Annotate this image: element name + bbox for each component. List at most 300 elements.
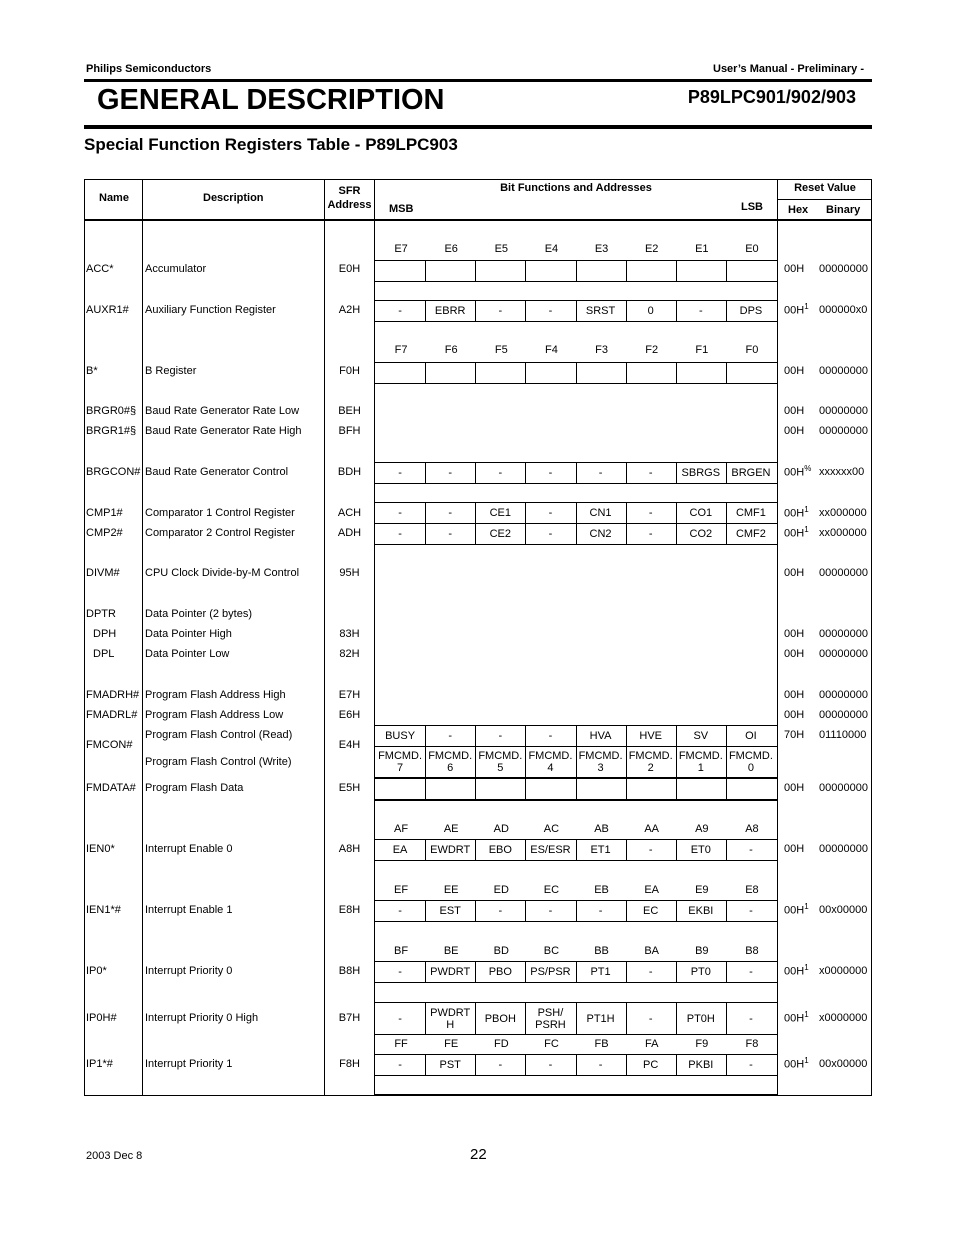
register-name: DIVM# [86,567,120,579]
fmdata-blank-row [375,799,777,801]
bit-cell [425,261,475,281]
bit-address: F0 [745,344,759,356]
bit-address: ED [493,884,509,896]
auxr1-bits [375,300,777,322]
reset-hex: $00H^1$ [784,1010,809,1025]
bit-cell [525,261,575,281]
reset-binary: 01110000 [819,729,867,741]
register-description: Interrupt Enable 1 [145,904,233,916]
footnote-marker: 1 [804,902,809,911]
sfr-address: 82H [339,648,360,660]
bit-address: F3 [595,344,608,356]
register-name: FMCON# [86,739,133,751]
bit-cell: - [648,1012,653,1025]
ien0-bits [375,839,777,861]
ip0-blank-row [375,982,777,1003]
bit-cell: - [398,1059,402,1071]
bit-address: BE [443,945,459,957]
bit-cell [726,779,776,799]
reset-hex: $00H^1$ [784,1056,809,1071]
bit-address: BD [493,945,509,957]
bit-cell [576,363,626,383]
bit-cell: CMF2 [735,528,766,540]
bit-cell: - [548,305,553,317]
register-name: IP1*# [86,1058,113,1070]
reset-hex: 00H [784,425,805,437]
reset-binary: 00000000 [819,689,868,701]
register-name: DPTR [86,608,116,620]
bit-cell: SRST [585,305,616,317]
bit-address: AF [394,823,409,835]
bit-cell: - [448,528,453,540]
reset-hex: 00H [784,628,805,640]
bit-cell: FMCMD. 7 [378,750,423,774]
bit-cell: - [548,528,553,540]
bit-cell: FMCMD. 5 [478,750,523,774]
sfr-address: BDH [337,466,362,478]
bit-cell: FMCMD. 4 [528,750,573,774]
bit-cell: PST [439,1059,461,1071]
register-description: Comparator 1 Control Register [145,507,295,519]
fmcon-read-bits [375,725,777,747]
bit-address: FB [594,1038,609,1050]
sfr-table [84,179,872,1096]
register-name: FMADRH# [86,689,140,701]
bit-cell: - [398,507,402,519]
bit-cell: - [498,730,503,742]
bit-cell: CO2 [689,528,713,540]
bit-cell [475,779,525,799]
bit-cell: - [548,467,553,479]
bit-address: EA [644,884,660,896]
sfr-address: 83H [339,628,360,640]
sfr-address: B8H [338,965,361,977]
reset-binary: 00000000 [819,263,868,275]
bit-cell: - [498,905,503,917]
bit-cell [726,261,776,281]
bit-cell: EC [643,905,659,917]
bit-address: BC [543,945,560,957]
register-description: CPU Clock Divide-by-M Control [145,567,300,579]
title-rule [84,125,872,129]
register-description: Program Flash Address Low [145,709,284,721]
section-title: GENERAL DESCRIPTION [97,84,445,116]
register-name: FMADRL# [86,709,138,721]
bit-cell: - [648,507,653,519]
bit-address: FE [444,1038,459,1050]
bit-cell: - [648,966,653,978]
register-name: AUXR1# [86,304,129,316]
reset-binary: 00000000 [819,709,868,721]
bit-cell: EBO [488,844,512,856]
bit-cell [375,261,425,281]
bit-cell: - [749,905,753,917]
reset-binary: 00000000 [819,782,868,794]
reset-hex: 00H [784,567,805,579]
ien1-bits [375,900,777,922]
bit-cell: - [448,467,453,479]
document-type: User’s Manual - Preliminary - [713,63,864,75]
bit-cell: - [548,730,553,742]
bit-cell: PT0 [690,966,711,978]
bit-cell: PT1H [586,1012,615,1025]
bit-cell: - [548,1059,553,1071]
bit-address: E8 [745,884,759,896]
sfr-address: E7H [338,689,361,701]
sfr-address: E6H [338,709,361,721]
bit-cell: CN1 [589,507,612,519]
register-description: Data Pointer Low [145,648,230,660]
bit-cell: ET1 [590,844,611,856]
bit-address: E6 [444,243,458,255]
ip0-bits [375,961,777,983]
bit-address: AC [543,823,560,835]
sfr-address: BFH [338,425,361,437]
sfr-address: 95H [339,567,360,579]
bit-cell: EBRR [434,305,466,317]
bit-address: F6 [444,344,458,356]
bit-address: E1 [695,243,709,255]
bit-cell: - [498,305,503,317]
bit-cell: EST [439,905,461,917]
bit-cell [475,363,525,383]
reset-binary: xxxxxx00 [819,466,865,478]
ip1-bits [375,1054,777,1076]
bit-cell: FMCMD. 6 [428,750,473,774]
sfr-address: F0H [339,365,360,377]
bit-address: BA [644,945,660,957]
bit-address: B9 [695,945,709,957]
register-name: DPH [93,628,117,640]
bit-cell [375,363,425,383]
register-name: ACC* [86,263,114,275]
bit-cell: BUSY [385,730,416,742]
reset-binary: 00000000 [819,365,868,377]
col-hex-header: Hex [788,204,809,216]
reset-hex: $00H^1$ [784,302,809,317]
bit-cell: CN2 [589,528,612,540]
col-divider [142,180,143,1095]
bit-cell: - [648,528,653,540]
lsb-label: LSB [741,201,763,213]
col-name-header: Name [99,192,129,204]
bit-cell: - [448,507,453,519]
register-name: CMP2# [86,527,123,539]
bit-address: F8 [745,1038,759,1050]
bit-address: F7 [394,344,408,356]
bit-cell: PC [643,1059,659,1071]
register-description: Interrupt Priority 1 [145,1058,233,1070]
register-description: Program Flash Data [145,782,244,794]
bit-address: F2 [645,344,659,356]
bit-cell: EKBI [688,905,714,917]
register-description: Baud Rate Generator Control [145,466,289,478]
acc-bits [375,260,777,282]
bit-address: AA [644,823,660,835]
bit-cell: PS/PSR [530,966,571,978]
col-sfr-header-2: Address [327,199,372,211]
register-description: Baud Rate Generator Rate Low [145,405,300,417]
bit-cell: CE1 [489,507,512,519]
reset-binary: 00x00000 [819,1058,868,1070]
reset-binary: 00000000 [819,567,868,579]
bit-address: E9 [695,884,709,896]
bit-address: B8 [745,945,759,957]
bit-address: E5 [494,243,509,255]
reset-binary: x0000000 [819,1012,868,1024]
bit-cell: - [698,305,703,317]
bit-cell: - [598,905,603,917]
register-description: Data Pointer (2 bytes) [145,608,252,620]
register-description: Interrupt Priority 0 High [145,1012,259,1024]
bit-address: AB [594,823,609,835]
reset-binary: 00000000 [819,628,868,640]
reset-binary: 00000000 [819,425,868,437]
footnote-marker: 1 [804,302,809,311]
bit-cell: EA [392,844,408,856]
register-description: B Register [145,365,197,377]
reset-binary: xx000000 [819,507,867,519]
bit-address: EE [443,884,459,896]
reset-hex: $00H^1$ [784,525,809,540]
bit-cell: - [498,467,503,479]
bit-cell: - [398,966,402,978]
bit-cell [626,261,676,281]
sfr-address: E8H [338,904,361,916]
bit-cell [726,363,776,383]
bit-cell: - [648,844,653,856]
footnote-marker: 1 [804,963,809,972]
register-name: IEN0* [86,843,115,855]
bit-cell: CMF1 [735,507,766,519]
register-description: Auxiliary Function Register [145,304,276,316]
bit-cell: PWDRT H [430,1006,471,1031]
brgcon-bits [375,462,777,484]
reset-hex: 00H [784,782,805,794]
bit-address: F1 [695,344,709,356]
reset-hex: 00H [784,843,805,855]
bit-cell: - [398,528,402,540]
sfr-address: A2H [338,304,361,316]
bit-cell: ES/ESR [530,844,571,856]
bit-address: F9 [695,1038,709,1050]
reset-binary: x0000000 [819,965,868,977]
bit-cell: BRGEN [731,467,771,479]
header-bottom-rule [85,219,871,221]
part-number: P89LPC901/902/903 [687,87,856,107]
bit-cell: FMCMD. 3 [578,750,623,774]
reset-hex: 00H [784,648,805,660]
register-name: IP0* [86,965,107,977]
bit-cell: - [398,467,402,479]
cmp1-bits [375,502,777,524]
register-name: IEN1*# [86,904,121,916]
register-name: CMP1# [86,507,123,519]
company-name: Philips Semiconductors [86,63,212,75]
bit-address: EB [594,884,609,896]
bit-cell: HVA [589,730,612,742]
bit-cell: FMCMD. 1 [678,750,723,774]
bit-cell: PT1 [590,966,611,978]
register-name: IP0H# [86,1012,117,1024]
bit-cell: DPS [739,305,763,317]
reset-hex: 00H [784,365,805,377]
reset-binary: 00x00000 [819,904,868,916]
bit-address: A9 [695,823,709,835]
bit-cell [676,363,726,383]
footer-date: 2003 Dec 8 [86,1150,143,1162]
register-name: BRGR1#§ [86,425,137,437]
ip0h-bits [375,1002,777,1035]
bit-cell: CO1 [689,507,713,519]
sfr-address: ACH [337,507,362,519]
bit-cell: - [398,1012,402,1025]
bit-cell: - [498,1059,503,1071]
bit-address: E0 [745,243,759,255]
register-description: Program Flash Control (Read) [145,729,293,741]
col-description-header: Description [203,192,264,204]
fmdata-bits [375,778,777,800]
ip1-blank-row [375,1075,777,1095]
reset-binary: 00000000 [819,843,868,855]
bit-address: BB [594,945,609,957]
b-bits [375,362,777,384]
reset-header-divider [777,199,872,200]
reset-hex: 00H [784,263,805,275]
page-number: 22 [470,1146,487,1163]
bit-address: EC [543,884,560,896]
sfr-address: B7H [338,1012,361,1024]
bit-cell: 0 [647,305,654,317]
bit-cell: OI [745,730,757,742]
bit-address: E3 [594,243,609,255]
bit-cell: ET0 [690,844,711,856]
reset-hex: $00H^1$ [784,505,809,520]
bit-cell: PBOH [484,1012,516,1025]
register-name: DPL [93,648,115,660]
col-reset-header: Reset Value [794,182,856,194]
bit-cell: - [448,730,453,742]
reset-hex: 00H [784,405,805,417]
bit-address: AE [443,823,459,835]
bit-address: FD [493,1038,509,1050]
footnote-marker: 1 [804,505,809,514]
sfr-address: E0H [338,263,361,275]
bit-address: FC [544,1038,559,1050]
register-description: Interrupt Priority 0 [145,965,233,977]
bit-cell: FMCMD. 0 [728,750,773,774]
reset-binary: 00000000 [819,648,868,660]
col-divider [777,180,778,1095]
footnote-marker: 1 [804,1056,809,1065]
bit-cell: PWDRT [430,966,471,978]
bit-cell: FMCMD. 2 [628,750,673,774]
footnote-marker: % [804,464,812,473]
register-name: BRGR0#§ [86,405,137,417]
register-description: Program Flash Address High [145,689,286,701]
reset-hex: $00H^1$ [784,963,809,978]
register-description: Data Pointer High [145,628,232,640]
bit-address: E7 [394,243,408,255]
bit-cell: EWDRT [430,844,471,856]
register-description: Comparator 2 Control Register [145,527,295,539]
bit-address: F5 [494,344,508,356]
msb-label: MSB [389,203,414,215]
sfr-address: A8H [338,843,361,855]
sfr-address: BEH [338,405,361,417]
bit-address: FA [644,1038,659,1050]
reset-hex: 00H [784,689,805,701]
bit-cell: PKBI [688,1059,714,1071]
bit-cell: - [548,507,553,519]
register-description: Baud Rate Generator Rate High [145,425,302,437]
bit-address: F4 [545,344,558,356]
bit-address: AD [493,823,509,835]
bit-cell: HVE [639,730,662,742]
bit-cell [525,779,575,799]
bit-address: A8 [745,823,759,835]
cmp2-bits [375,523,777,545]
bit-cell: PBO [488,966,512,978]
reset-binary: xx000000 [819,527,867,539]
footnote-marker: 1 [804,525,809,534]
bit-cell [576,779,626,799]
col-bit-functions-header: Bit Functions and Addresses [500,182,652,194]
col-binary-header: Binary [826,204,861,216]
register-name: B* [86,365,98,377]
bit-address: E2 [644,243,659,255]
bit-cell: - [398,905,402,917]
bit-cell: - [548,905,553,917]
bit-cell: - [598,467,603,479]
reset-hex: 00H [784,709,805,721]
bit-cell [425,779,475,799]
bit-cell [525,363,575,383]
bit-cell [626,363,676,383]
reset-hex: $00H^1$ [784,902,809,917]
col-sfr-header: SFR [338,185,361,197]
bit-address: EF [394,884,409,896]
table-title: Special Function Registers Table - P89LPC903 [84,135,458,154]
bit-cell [576,261,626,281]
header-rule [84,79,872,82]
bit-cell: - [749,1059,753,1071]
bit-cell [676,261,726,281]
reset-binary: 000000x0 [819,304,868,316]
fmcon-write-bits [375,746,777,778]
bit-cell: - [749,966,753,978]
sfr-address: ADH [337,527,362,539]
bit-cell: PSH/ PSRH [535,1006,566,1031]
bit-cell [626,779,676,799]
bit-cell: SV [693,730,709,742]
bit-cell: SBRGS [681,467,721,479]
bit-cell [475,261,525,281]
bit-cell [425,363,475,383]
bit-address: BF [394,945,409,957]
bit-cell: - [749,844,753,856]
sfr-address: F8H [339,1058,360,1070]
bit-cell: CE2 [489,528,512,540]
sfr-address: E4H [338,739,361,751]
bit-address: E4 [544,243,559,255]
bit-cell [676,779,726,799]
cmp-blank-row [375,483,777,503]
register-description: Accumulator [145,263,207,275]
register-description: Interrupt Enable 0 [145,843,233,855]
bit-cell: PT0H [686,1012,715,1025]
reset-binary: 00000000 [819,405,868,417]
